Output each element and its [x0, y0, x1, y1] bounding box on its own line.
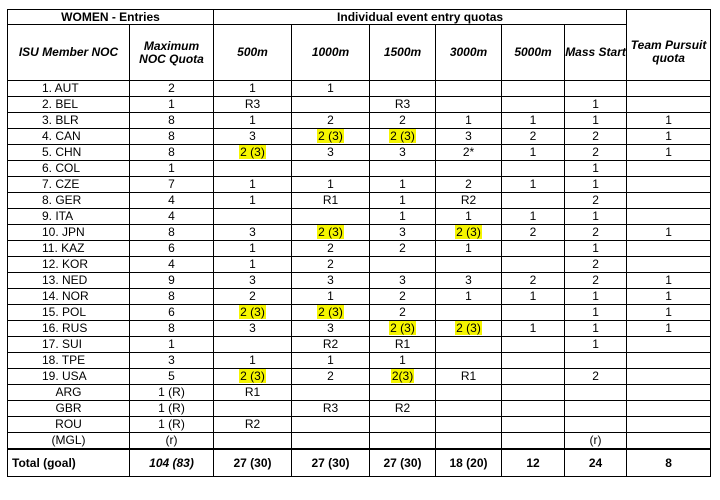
cell-1000m: 2	[292, 257, 370, 273]
cell-team-pursuit: 1	[627, 289, 711, 305]
noc-cell: 18. TPE	[8, 353, 130, 369]
cell-1000m	[292, 129, 370, 145]
cell-1500m	[370, 161, 436, 177]
noc-cell: 10. JPN	[8, 225, 130, 241]
cell-mass-start: 1	[565, 289, 627, 305]
cell-1000m	[292, 161, 370, 177]
table-row	[8, 305, 711, 321]
noc-cell: 8. GER	[8, 193, 130, 209]
total-1000m: 27 (30)	[292, 449, 370, 477]
max-quota-cell: 1 (R)	[130, 385, 214, 401]
cell-5000m: 1	[502, 321, 565, 337]
cell-team-pursuit	[627, 81, 711, 97]
max-quota-cell: 8	[130, 321, 214, 337]
cell-5000m	[502, 193, 565, 209]
table-row	[8, 257, 711, 273]
max-quota-cell: 8	[130, 113, 214, 129]
highlighted-value: 2 (3)	[240, 145, 265, 159]
total-team-pursuit: 8	[627, 449, 711, 477]
cell-500m: 3	[214, 225, 292, 241]
max-quota-cell: 8	[130, 289, 214, 305]
max-quota-cell: 1 (R)	[130, 401, 214, 417]
cell-1000m: 1	[292, 353, 370, 369]
cell-5000m: 1	[502, 145, 565, 161]
cell-mass-start: 2	[565, 273, 627, 289]
women-entries-table	[7, 9, 711, 477]
cell-3000m	[436, 385, 502, 401]
cell-1500m: R3	[370, 97, 436, 113]
cell-1500m: 2	[370, 305, 436, 321]
max-quota-cell: 7	[130, 177, 214, 193]
table-row	[8, 401, 711, 417]
cell-1500m: 1	[370, 353, 436, 369]
cell-mass-start	[565, 385, 627, 401]
cell-5000m	[502, 401, 565, 417]
cell-5000m	[502, 433, 565, 450]
table-row	[8, 145, 711, 161]
table-row	[8, 353, 711, 369]
cell-500m: R1	[214, 385, 292, 401]
cell-5000m	[502, 385, 565, 401]
cell-1500m	[370, 417, 436, 433]
cell-3000m	[436, 321, 502, 337]
cell-1500m	[370, 81, 436, 97]
table-row	[8, 97, 711, 113]
cell-500m: 1	[214, 257, 292, 273]
women-entries-heading: WOMEN - Entries	[8, 10, 214, 25]
cell-1000m: 2	[292, 369, 370, 385]
cell-3000m: R2	[436, 193, 502, 209]
cell-mass-start: 1	[565, 161, 627, 177]
max-quota-cell: 1	[130, 97, 214, 113]
cell-500m	[214, 145, 292, 161]
cell-1500m: 3	[370, 145, 436, 161]
cell-3000m: 1	[436, 113, 502, 129]
cell-5000m	[502, 97, 565, 113]
cell-mass-start	[565, 417, 627, 433]
cell-500m	[214, 369, 292, 385]
cell-1500m	[370, 129, 436, 145]
noc-cell: ROU	[8, 417, 130, 433]
cell-team-pursuit: 1	[627, 225, 711, 241]
table-row	[8, 209, 711, 225]
noc-cell: 13. NED	[8, 273, 130, 289]
cell-mass-start: 2	[565, 257, 627, 273]
cell-team-pursuit	[627, 417, 711, 433]
cell-500m: 1	[214, 193, 292, 209]
cell-mass-start: (r)	[565, 433, 627, 450]
cell-team-pursuit: 1	[627, 273, 711, 289]
max-quota-cell: 6	[130, 241, 214, 257]
cell-5000m: 2	[502, 225, 565, 241]
team-heading-spacer	[627, 10, 711, 25]
max-quota-cell: 1	[130, 337, 214, 353]
col-500m-header: 500m	[214, 25, 292, 81]
cell-1000m: R3	[292, 401, 370, 417]
cell-1000m: 1	[292, 177, 370, 193]
col-mass-start-header: Mass Start	[565, 25, 627, 81]
individual-quotas-heading: Individual event entry quotas	[214, 10, 627, 25]
cell-5000m: 1	[502, 177, 565, 193]
cell-1500m: 1	[370, 177, 436, 193]
cell-500m: R2	[214, 417, 292, 433]
max-quota-cell: 1 (R)	[130, 417, 214, 433]
noc-cell: 2. BEL	[8, 97, 130, 113]
total-max: 104 (83)	[130, 449, 214, 477]
cell-team-pursuit	[627, 241, 711, 257]
cell-1500m	[370, 385, 436, 401]
cell-team-pursuit: 1	[627, 321, 711, 337]
table-row	[8, 113, 711, 129]
total-label: Total (goal)	[8, 449, 130, 477]
cell-mass-start: 1	[565, 305, 627, 321]
cell-mass-start: 1	[565, 113, 627, 129]
col-1000m-header: 1000m	[292, 25, 370, 81]
cell-mass-start: 2	[565, 145, 627, 161]
noc-cell: 15. POL	[8, 305, 130, 321]
cell-1500m	[370, 369, 436, 385]
col-5000m-header: 5000m	[502, 25, 565, 81]
cell-500m	[214, 161, 292, 177]
cell-3000m	[436, 225, 502, 241]
max-quota-cell: (r)	[130, 433, 214, 450]
noc-cell: GBR	[8, 401, 130, 417]
cell-3000m: 3	[436, 273, 502, 289]
cell-3000m	[436, 337, 502, 353]
cell-3000m	[436, 401, 502, 417]
cell-team-pursuit	[627, 209, 711, 225]
cell-team-pursuit: 1	[627, 129, 711, 145]
noc-cell: 6. COL	[8, 161, 130, 177]
cell-1000m: 3	[292, 273, 370, 289]
cell-team-pursuit	[627, 193, 711, 209]
cell-1000m: 2	[292, 241, 370, 257]
highlighted-value: 2 (3)	[390, 129, 415, 143]
cell-3000m: R1	[436, 369, 502, 385]
cell-5000m	[502, 81, 565, 97]
max-quota-header: Maximum NOC Quota	[130, 25, 214, 81]
cell-500m: 3	[214, 273, 292, 289]
cell-3000m: 2*	[436, 145, 502, 161]
max-quota-cell: 4	[130, 257, 214, 273]
cell-team-pursuit	[627, 401, 711, 417]
cell-mass-start: 1	[565, 321, 627, 337]
member-noc-header: ISU Member NOC	[8, 25, 130, 81]
table-row	[8, 433, 711, 450]
cell-3000m	[436, 417, 502, 433]
cell-500m: 1	[214, 177, 292, 193]
table-row	[8, 369, 711, 385]
highlighted-value: 2 (3)	[318, 225, 343, 239]
cell-1000m	[292, 305, 370, 321]
cell-mass-start: 1	[565, 337, 627, 353]
cell-1500m: R1	[370, 337, 436, 353]
highlighted-value: 2 (3)	[456, 225, 481, 239]
cell-1500m	[370, 433, 436, 450]
cell-5000m: 1	[502, 209, 565, 225]
cell-mass-start: 1	[565, 177, 627, 193]
max-quota-cell: 4	[130, 209, 214, 225]
cell-5000m	[502, 337, 565, 353]
cell-team-pursuit	[627, 257, 711, 273]
max-quota-cell: 9	[130, 273, 214, 289]
max-quota-cell: 1	[130, 161, 214, 177]
max-quota-cell: 5	[130, 369, 214, 385]
table-row	[8, 177, 711, 193]
cell-3000m: 2	[436, 177, 502, 193]
table-row	[8, 337, 711, 353]
table-row	[8, 289, 711, 305]
cell-1500m: 1	[370, 209, 436, 225]
noc-cell: 5. CHN	[8, 145, 130, 161]
cell-1000m: 1	[292, 289, 370, 305]
cell-team-pursuit	[627, 337, 711, 353]
table-row	[8, 81, 711, 97]
total-mass-start: 24	[565, 449, 627, 477]
cell-5000m	[502, 305, 565, 321]
cell-500m: 2	[214, 289, 292, 305]
cell-1000m	[292, 209, 370, 225]
table-row	[8, 161, 711, 177]
table-row	[8, 385, 711, 401]
max-quota-cell: 8	[130, 129, 214, 145]
noc-cell: 11. KAZ	[8, 241, 130, 257]
cell-5000m	[502, 257, 565, 273]
noc-cell: 14. NOR	[8, 289, 130, 305]
table-row	[8, 321, 711, 337]
cell-1000m	[292, 225, 370, 241]
cell-mass-start: 2	[565, 129, 627, 145]
max-quota-cell: 8	[130, 225, 214, 241]
cell-3000m	[436, 81, 502, 97]
cell-team-pursuit	[627, 433, 711, 450]
cell-500m: 3	[214, 129, 292, 145]
cell-team-pursuit: 1	[627, 113, 711, 129]
cell-500m: 3	[214, 321, 292, 337]
cell-3000m: 1	[436, 289, 502, 305]
cell-1000m	[292, 417, 370, 433]
col-1500m-header: 1500m	[370, 25, 436, 81]
col-3000m-header: 3000m	[436, 25, 502, 81]
table-row	[8, 417, 711, 433]
cell-team-pursuit: 1	[627, 145, 711, 161]
cell-5000m: 1	[502, 289, 565, 305]
cell-team-pursuit	[627, 385, 711, 401]
cell-mass-start: 1	[565, 97, 627, 113]
cell-500m: 1	[214, 81, 292, 97]
highlighted-value: 2 (3)	[390, 321, 415, 335]
max-quota-cell: 3	[130, 353, 214, 369]
cell-1500m: 3	[370, 273, 436, 289]
cell-1500m: 2	[370, 289, 436, 305]
cell-3000m: 1	[436, 209, 502, 225]
cell-3000m	[436, 433, 502, 450]
cell-1000m	[292, 97, 370, 113]
noc-cell: 3. BLR	[8, 113, 130, 129]
cell-5000m: 2	[502, 273, 565, 289]
total-500m: 27 (30)	[214, 449, 292, 477]
cell-3000m	[436, 257, 502, 273]
highlighted-value: 2 (3)	[456, 321, 481, 335]
highlighted-value: 2 (3)	[240, 305, 265, 319]
cell-1000m: R2	[292, 337, 370, 353]
noc-cell: ARG	[8, 385, 130, 401]
cell-mass-start	[565, 353, 627, 369]
noc-cell: 9. ITA	[8, 209, 130, 225]
cell-mass-start: 2	[565, 369, 627, 385]
cell-3000m	[436, 97, 502, 113]
entries-table-wrapper	[7, 9, 711, 477]
cell-5000m	[502, 417, 565, 433]
cell-500m	[214, 337, 292, 353]
cell-500m	[214, 433, 292, 450]
col-team-pursuit-header: Team Pursuit quota	[627, 25, 711, 81]
cell-mass-start	[565, 81, 627, 97]
cell-mass-start: 2	[565, 193, 627, 209]
cell-500m: 1	[214, 113, 292, 129]
noc-cell: 16. RUS	[8, 321, 130, 337]
noc-cell: 12. KOR	[8, 257, 130, 273]
cell-500m	[214, 209, 292, 225]
cell-3000m: 1	[436, 241, 502, 257]
cell-team-pursuit	[627, 97, 711, 113]
cell-1500m: 3	[370, 225, 436, 241]
cell-1500m	[370, 257, 436, 273]
cell-3000m: 3	[436, 129, 502, 145]
table-row	[8, 193, 711, 209]
cell-mass-start: 2	[565, 225, 627, 241]
highlighted-value: 2 (3)	[240, 369, 265, 383]
cell-500m	[214, 401, 292, 417]
cell-3000m	[436, 161, 502, 177]
table-row	[8, 225, 711, 241]
cell-team-pursuit: 1	[627, 305, 711, 321]
cell-1000m: R1	[292, 193, 370, 209]
cell-mass-start: 1	[565, 241, 627, 257]
cell-1000m	[292, 385, 370, 401]
table-body	[8, 81, 711, 450]
cell-mass-start: 1	[565, 209, 627, 225]
cell-5000m: 2	[502, 129, 565, 145]
cell-team-pursuit	[627, 353, 711, 369]
cell-500m: 1	[214, 353, 292, 369]
noc-cell: 17. SUI	[8, 337, 130, 353]
cell-team-pursuit	[627, 369, 711, 385]
total-3000m: 18 (20)	[436, 449, 502, 477]
total-5000m: 12	[502, 449, 565, 477]
cell-mass-start	[565, 401, 627, 417]
total-1500m: 27 (30)	[370, 449, 436, 477]
cell-1000m: 3	[292, 145, 370, 161]
highlighted-value: 2 (3)	[318, 129, 343, 143]
cell-1000m: 2	[292, 113, 370, 129]
cell-team-pursuit	[627, 177, 711, 193]
max-quota-cell: 4	[130, 193, 214, 209]
max-quota-cell: 8	[130, 145, 214, 161]
noc-cell: 4. CAN	[8, 129, 130, 145]
cell-3000m	[436, 353, 502, 369]
cell-1000m	[292, 433, 370, 450]
noc-cell: 19. USA	[8, 369, 130, 385]
table-row	[8, 273, 711, 289]
cell-1500m: 2	[370, 113, 436, 129]
highlighted-value: 2(3)	[391, 369, 414, 383]
cell-5000m	[502, 161, 565, 177]
cell-5000m: 1	[502, 113, 565, 129]
table-row	[8, 129, 711, 145]
noc-cell: (MGL)	[8, 433, 130, 450]
noc-cell: 7. CZE	[8, 177, 130, 193]
max-quota-cell: 6	[130, 305, 214, 321]
cell-3000m	[436, 305, 502, 321]
cell-1000m: 1	[292, 81, 370, 97]
table-row	[8, 241, 711, 257]
cell-1000m: 3	[292, 321, 370, 337]
cell-500m: 1	[214, 241, 292, 257]
cell-1500m	[370, 321, 436, 337]
cell-5000m	[502, 369, 565, 385]
highlighted-value: 2 (3)	[318, 305, 343, 319]
cell-team-pursuit	[627, 161, 711, 177]
max-quota-cell: 2	[130, 81, 214, 97]
cell-1500m: 1	[370, 193, 436, 209]
cell-5000m	[502, 241, 565, 257]
noc-cell: 1. AUT	[8, 81, 130, 97]
cell-1500m: 2	[370, 241, 436, 257]
cell-500m: R3	[214, 97, 292, 113]
cell-1500m: R2	[370, 401, 436, 417]
cell-5000m	[502, 353, 565, 369]
cell-500m	[214, 305, 292, 321]
